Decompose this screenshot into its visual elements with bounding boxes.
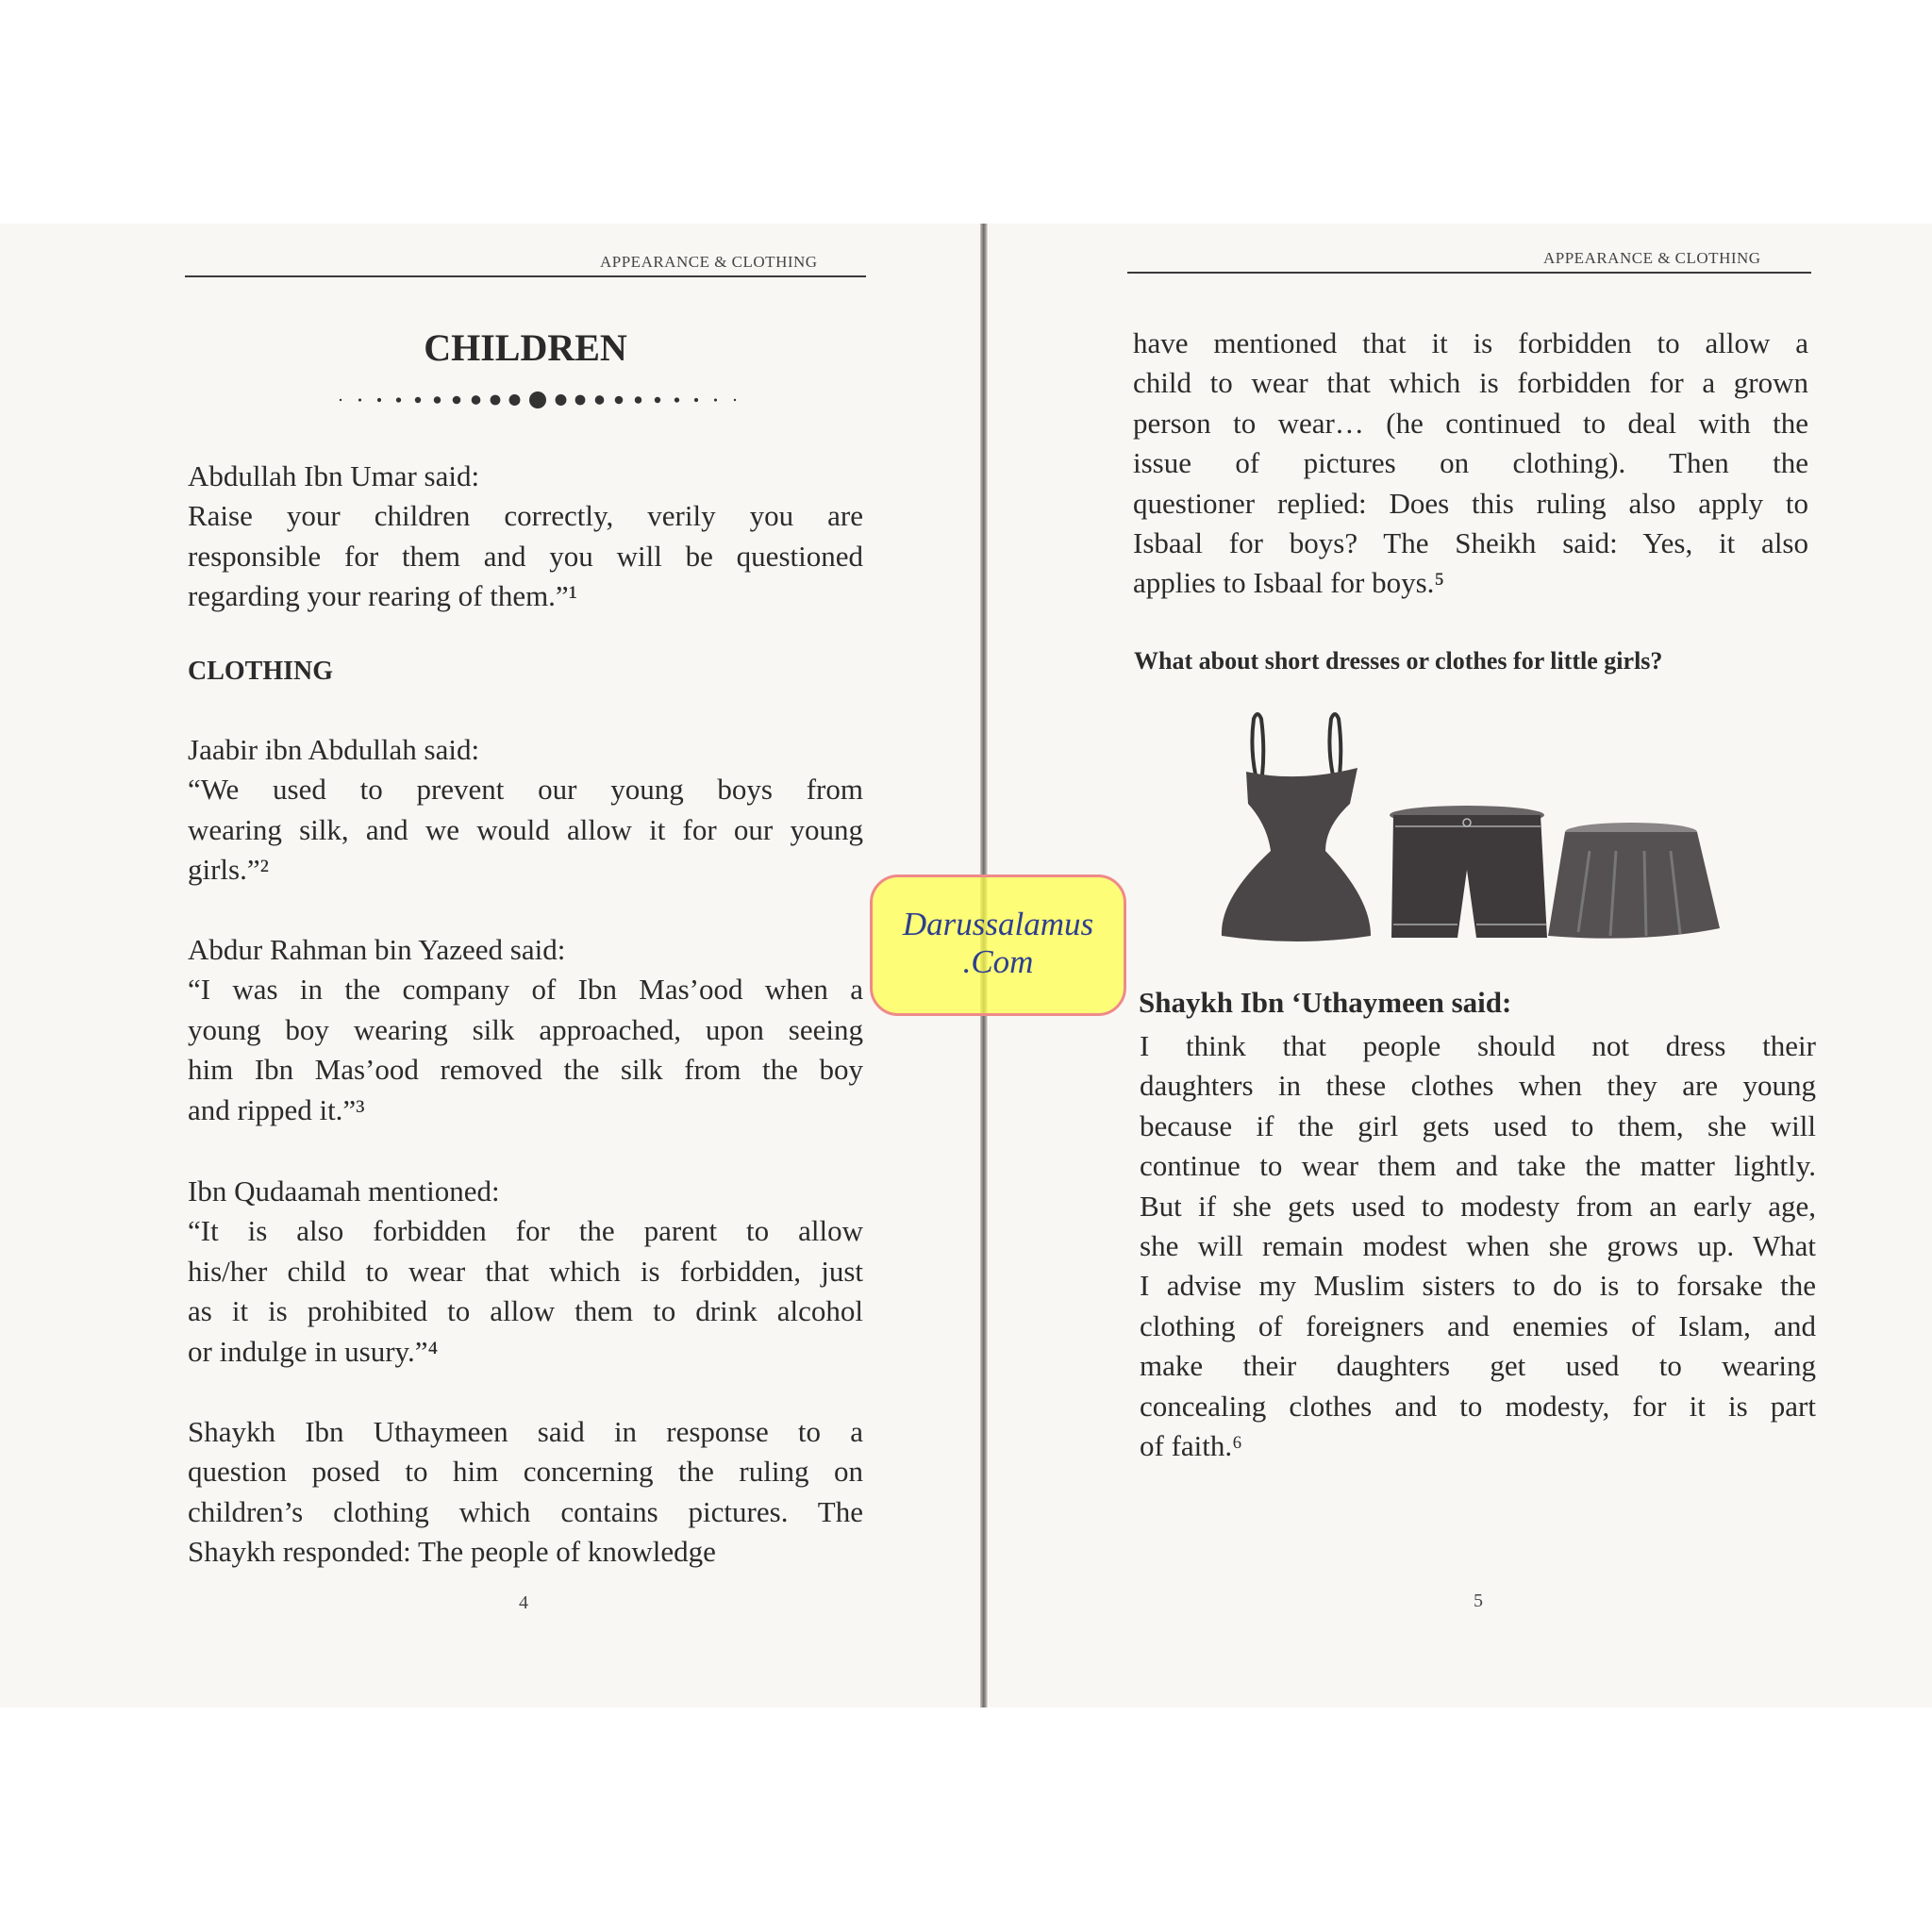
ornament-dot xyxy=(595,395,605,405)
paragraph-jaabir xyxy=(188,730,863,891)
text-line: continue to wear them and take the matter lightly. xyxy=(1140,1149,1816,1183)
text-line: have mentioned that it is forbidden to allow a xyxy=(1133,326,1808,359)
text-line: she will remain modest when she grows up. What xyxy=(1140,1229,1816,1263)
text-line: I think that people should not dress their xyxy=(1140,1029,1816,1062)
skirt-icon xyxy=(1548,823,1720,939)
paragraph-continued xyxy=(1133,324,1808,604)
watermark-text: Darussalamus xyxy=(902,906,1094,942)
ornament-dot xyxy=(675,397,679,402)
watermark-domain: .Com xyxy=(962,943,1034,980)
text-line: Shaykh Ibn Uthaymeen said in response to a xyxy=(188,1415,863,1448)
shorts-icon xyxy=(1390,806,1547,938)
text-line: girls.”² xyxy=(188,853,269,887)
text-line: questioner replied: Does this ruling also apply to xyxy=(1133,486,1808,520)
ornament-dot xyxy=(635,396,642,404)
ornament-dot xyxy=(491,395,501,406)
ornament-dot xyxy=(396,397,401,402)
text-line: Jaabir ibn Abdullah said: xyxy=(188,733,480,766)
clothing-illustration xyxy=(1220,709,1729,947)
text-line: wearing silk, and we would allow it for our young xyxy=(188,812,863,846)
ornament-dot xyxy=(734,399,736,401)
text-line: Abdur Rahman bin Yazeed said: xyxy=(188,933,566,966)
page-number-left: 4 xyxy=(519,1592,528,1613)
paragraph-uthaymeen-ruling xyxy=(188,1412,863,1573)
watermark-badge xyxy=(870,874,1126,1016)
text-line: clothing of foreigners and enemies of Islam, and xyxy=(1140,1308,1816,1342)
dress-icon xyxy=(1222,714,1371,941)
text-line: issue of pictures on clothing). Then the xyxy=(1133,446,1808,480)
text-line: Isbaal for boys? The Sheikh said: Yes, it also xyxy=(1133,526,1808,560)
text-line: “It is also forbidden for the parent to allow xyxy=(188,1214,863,1248)
text-line: “We used to prevent our young boys from xyxy=(188,773,863,807)
text-line: person to wear… (he continued to deal with the xyxy=(1133,406,1808,440)
text-line: children’s clothing which contains pictures. The xyxy=(188,1494,863,1528)
text-line: Raise your children correctly, verily you are xyxy=(188,499,863,533)
text-line: regarding your rearing of them.”¹ xyxy=(188,579,577,613)
header-rule-right xyxy=(1127,272,1811,274)
text-line: because if the girl gets used to them, she will xyxy=(1140,1108,1816,1142)
question-heading: What about short dresses or clothes for little girls? xyxy=(1134,647,1663,675)
ornament-dot xyxy=(694,398,698,402)
text-line: his/her child to wear that which is forbidden, just xyxy=(188,1254,863,1288)
paragraph-ibn-qudaamah xyxy=(188,1172,863,1372)
section-heading-clothing: CLOTHING xyxy=(188,657,334,686)
ornament-dot xyxy=(453,396,461,405)
page-number-right: 5 xyxy=(1474,1591,1483,1611)
header-rule-left xyxy=(185,275,866,277)
text-line: young boy wearing silk approached, upon seeing xyxy=(188,1012,863,1046)
text-line: responsible for them and you will be questioned xyxy=(188,539,863,573)
ornament-dot xyxy=(556,394,567,406)
ornament-dot xyxy=(529,391,546,408)
text-line: But if she gets used to modesty from an early age, xyxy=(1140,1189,1816,1223)
ornament-dot xyxy=(714,398,717,401)
text-line: or indulge in usury.”⁴ xyxy=(188,1334,439,1368)
quote-heading: Shaykh Ibn ‘Uthaymeen said: xyxy=(1139,986,1512,1019)
text-line: concealing clothes and to modesty, for it is part xyxy=(1140,1389,1816,1423)
text-line: child to wear that which is forbidden for a grown xyxy=(1133,366,1808,400)
ornament-dot xyxy=(472,395,481,405)
text-line: I advise my Muslim sisters to do is to forsake the xyxy=(1140,1269,1816,1303)
ornament-dot xyxy=(655,397,660,403)
running-head-right: APPEARANCE & CLOTHING xyxy=(1543,249,1761,267)
text-line: of faith.⁶ xyxy=(1140,1429,1242,1463)
paragraph-ibn-umar xyxy=(188,457,863,617)
text-line: make their daughters get used to wearing xyxy=(1140,1349,1816,1383)
dotted-ornament xyxy=(330,389,745,411)
text-line: him Ibn Mas’ood removed the silk from the boy xyxy=(188,1053,863,1087)
text-line: as it is prohibited to allow them to drink alcohol xyxy=(188,1294,863,1328)
text-line: Shaykh responded: The people of knowledge xyxy=(188,1535,716,1569)
ornament-dot xyxy=(358,398,361,401)
paragraph-abdur-rahman xyxy=(188,930,863,1130)
ornament-dot xyxy=(434,396,441,404)
text-line: and ripped it.”³ xyxy=(188,1092,365,1126)
running-head-left: APPEARANCE & CLOTHING xyxy=(600,253,818,271)
ornament-dot xyxy=(377,398,381,402)
text-line: “I was in the company of Ibn Mas’ood when a xyxy=(188,973,863,1007)
paragraph-uthaymeen-advice xyxy=(1140,1026,1816,1466)
text-line: Abdullah Ibn Umar said: xyxy=(188,459,480,492)
text-line: daughters in these clothes when they are young xyxy=(1140,1069,1816,1103)
ornament-dot xyxy=(509,394,521,406)
text-line: question posed to him concerning the ruling on xyxy=(188,1455,863,1489)
text-line: applies to Isbaal for boys.⁵ xyxy=(1133,566,1445,600)
ornament-dot xyxy=(615,396,624,405)
text-line: Ibn Qudaamah mentioned: xyxy=(188,1174,500,1208)
ornament-dot xyxy=(575,395,586,406)
chapter-title: CHILDREN xyxy=(424,326,627,369)
ornament-dot xyxy=(415,397,421,403)
ornament-dot xyxy=(340,399,341,401)
